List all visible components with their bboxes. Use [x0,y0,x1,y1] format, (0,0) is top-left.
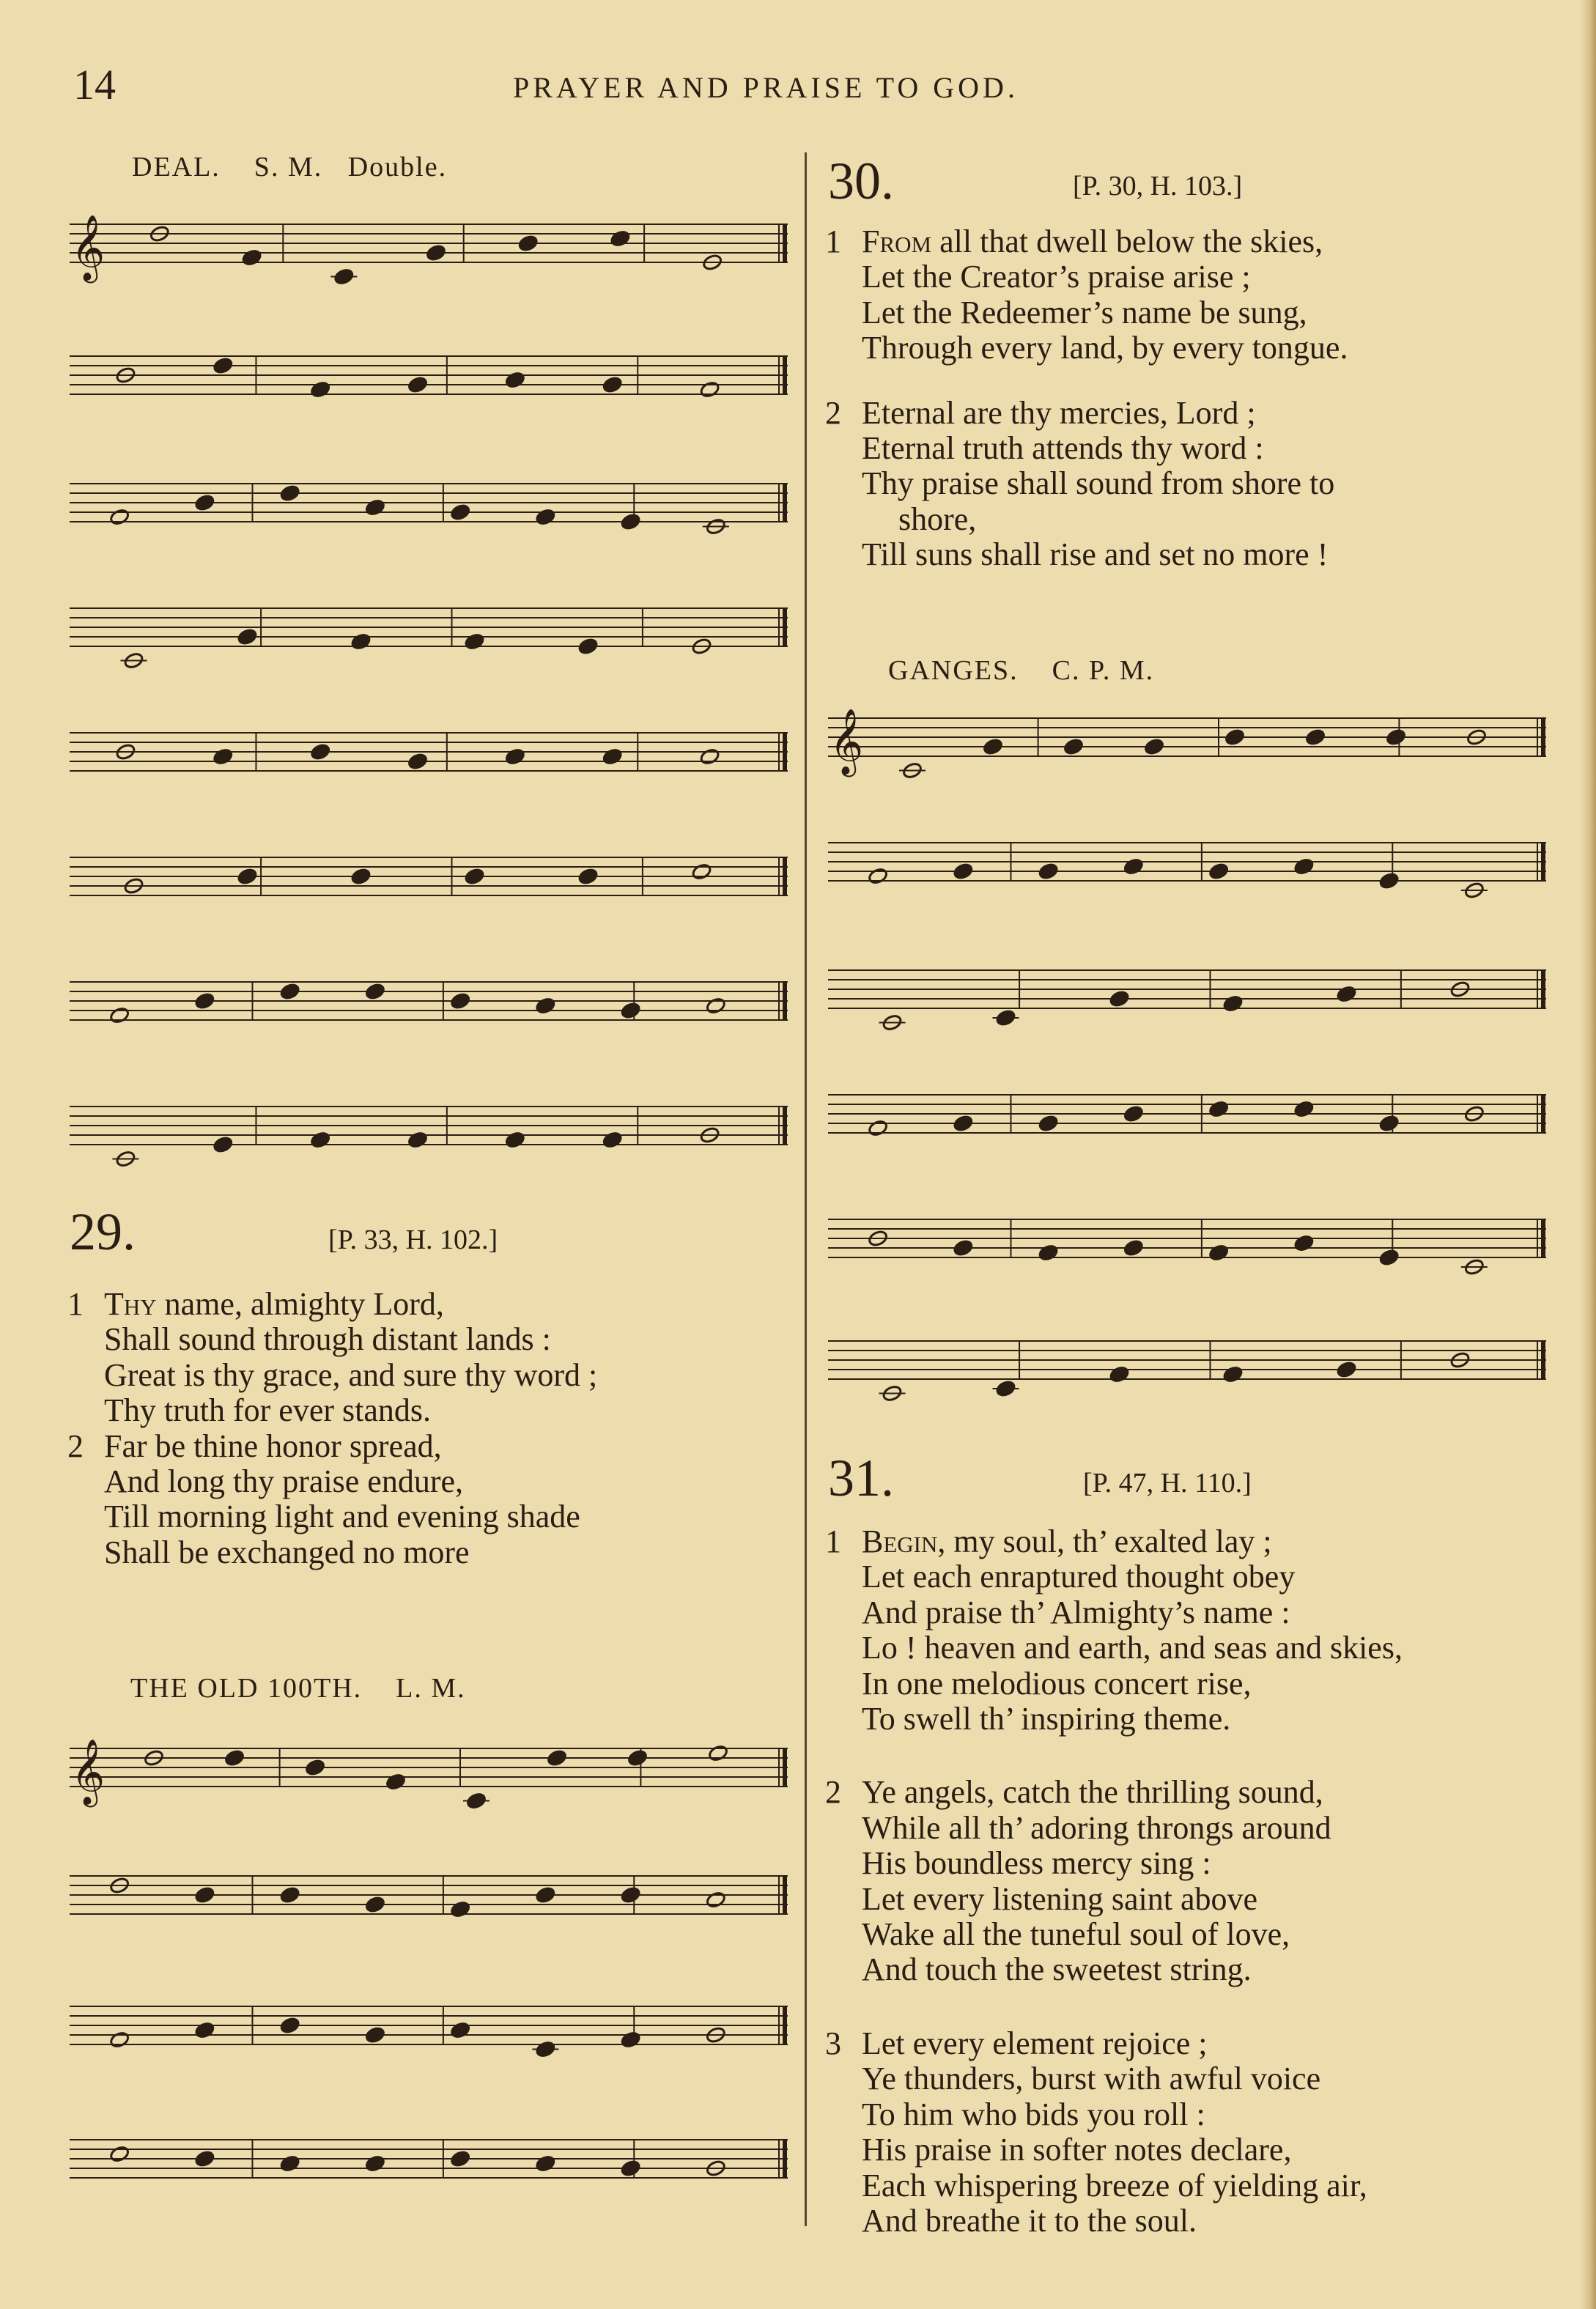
note-head [365,2026,386,2044]
note-head [1336,985,1357,1003]
verse-line: In one melodious concert rise, [862,1665,1252,1702]
treble-clef-icon: 𝄞 [71,215,106,281]
note-head [385,1773,407,1791]
verse-line: His praise in softer notes declare, [862,2132,1292,2168]
note-head [237,628,258,646]
note-head [213,1136,234,1154]
note-head [450,1900,471,1918]
music-staff [70,586,802,690]
note-head [620,2031,641,2049]
verse-line: While all th’ adoring throngs around [862,1809,1331,1846]
verse-line: 2 Eternal are thy mercies, Lord ; [825,394,1256,431]
hymn-number: 30. [828,152,894,210]
note-head [194,2150,215,2168]
music-staff [828,821,1561,925]
verse-line: Till suns shall rise and set no more ! [862,536,1329,573]
verse-line: Shall be exchanged no more [104,1534,470,1570]
note-head [279,1886,300,1905]
hymn-number: 29. [70,1202,136,1261]
note-head [1208,1244,1230,1262]
note-head [109,2031,130,2049]
note-head [365,2154,386,2173]
verse-line: Let the Redeemer’s name be sung, [862,294,1307,330]
note-head [1123,857,1145,876]
treble-clef-icon: 𝄞 [71,1739,106,1805]
verse-line: Thy praise shall sound from shore to [862,465,1335,502]
verse-line: Lo ! heaven and earth, and seas and skies, [862,1630,1403,1666]
music-staff [70,960,802,1064]
note-head [1144,738,1165,756]
note-head [109,1006,130,1024]
note-head [450,2021,471,2039]
music-staff [70,334,802,438]
note-head [241,248,262,267]
verse-line: Let each enraptured thought obey [862,1559,1296,1595]
note-head [1222,1365,1244,1383]
note-head [1224,728,1246,747]
verse-line: Shall sound through distant lands : [104,1321,551,1358]
verse-line: Let the Creator’s praise arise ; [862,259,1251,295]
hymn-31-header [828,1448,894,1509]
tune-title-deal: DEAL. S. M. Double. [132,152,448,182]
verse-line: To swell th’ inspiring theme. [862,1701,1231,1737]
note-head [194,2021,215,2039]
note-head [577,868,599,886]
note-head [983,738,1004,756]
note-head [1293,1100,1315,1118]
note-head [868,1119,889,1137]
note-head [365,498,386,517]
note-head [706,1891,727,1909]
note-head [602,1131,623,1149]
note-head [237,868,258,886]
verse-line: Till morning light and evening shade [104,1499,580,1535]
note-head [1305,728,1326,747]
note-head [1109,990,1130,1008]
music-staff [70,1984,802,2088]
note-head [213,747,234,766]
note-head [1123,1105,1145,1123]
verse-line: Each whispering breeze of yielding air, [862,2167,1367,2203]
verse-line: 2 Far be thine honor spread, [67,1427,442,1464]
note-head [310,1131,331,1149]
note-head [109,2145,130,2163]
verse-line: Ye thunders, burst with awful voice [862,2061,1321,2097]
note-head [535,2154,556,2173]
hymn-30-header [828,151,894,212]
note-head [610,229,631,248]
hymn-29-text [67,1287,597,1570]
note-head [310,743,331,761]
note-head [699,380,720,399]
note-head [505,371,526,389]
note-head [109,508,130,526]
music-staff [70,1854,802,1958]
note-head [1038,1244,1059,1262]
verse-line: And breathe it to the soul. [862,2202,1197,2239]
note-head [1378,1115,1400,1133]
music-staff [70,835,802,939]
treble-clef-icon: 𝄞 [830,709,864,775]
note-head [426,244,447,262]
note-head [1208,862,1230,881]
note-head [620,2160,641,2178]
note-head [547,1749,568,1767]
note-head [450,992,471,1011]
verse-line: His boundless mercy sing : [862,1845,1211,1882]
note-head [407,1131,429,1149]
music-staff [828,696,1561,800]
note-head [602,376,623,394]
music-staff [70,711,802,815]
music-staff [70,462,802,566]
note-head [1378,1249,1400,1267]
column-divider [805,152,807,2226]
note-head [407,376,429,394]
note-head [953,1239,974,1257]
verse-line: 2 Ye angels, catch the thrilling sound, [825,1774,1323,1811]
verse-line: And praise th’ Almighty’s name : [862,1594,1290,1630]
hymn-29-header [70,1202,136,1263]
note-head [620,1886,641,1905]
note-head [464,868,485,886]
note-head [450,503,471,522]
note-head [1293,1234,1315,1252]
note-head [450,2150,471,2168]
verse-line: Thy truth for ever stands. [104,1392,431,1429]
verse-line: 1 Begin, my soul, th’ exalted lay ; [825,1523,1272,1559]
note-head [279,2154,300,2173]
note-head [1222,994,1244,1013]
note-head [407,753,429,771]
note-head [1109,1365,1130,1383]
note-head [602,747,623,766]
page-edge [1580,0,1596,2309]
note-head [365,983,386,1001]
tune-title-old-100th: THE OLD 100TH. L. M. [130,1673,466,1704]
note-head [194,992,215,1011]
hymn-30-text [825,224,1348,573]
note-head [708,1744,729,1762]
page-number: 14 [73,61,116,108]
music-staff [828,1197,1561,1301]
note-head [365,1896,386,1914]
note-head [305,1759,326,1777]
note-head [691,862,712,881]
note-head [699,747,720,766]
note-head [279,983,300,1001]
note-head [1336,1361,1357,1379]
note-head [1386,728,1407,747]
verse-line: 1 Thy name, almighty Lord, [67,1286,444,1322]
note-head [194,494,215,512]
note-head [350,868,372,886]
verse-line: Let every listening saint above [862,1880,1258,1917]
note-head [1038,1115,1059,1133]
note-head [535,1886,556,1905]
note-head [505,1131,526,1149]
note-head [868,867,889,885]
note-head [1123,1239,1145,1257]
music-staff [70,2118,802,2222]
note-head [279,484,300,503]
note-head [505,747,526,766]
note-head [953,1115,974,1133]
note-head [620,1002,641,1020]
tune-title-ganges: GANGES. C. P. M. [888,655,1155,686]
verse-line: Great is thy grace, and sure thy word ; [104,1356,598,1393]
hymn-reference: [P. 47, H. 110.] [1083,1468,1252,1499]
note-head [1208,1100,1230,1118]
hymn-31-text [825,1524,1403,2239]
note-head [1063,738,1085,756]
note-head [213,357,234,375]
note-head [224,1749,245,1767]
note-head [1378,872,1400,890]
note-head [627,1749,649,1767]
note-head [620,513,641,531]
note-head [464,632,485,651]
music-staff [70,1085,802,1189]
note-head [279,2017,300,2035]
verse-line: Through every land, by every tongue. [862,330,1348,366]
note-head [953,862,974,881]
music-staff [828,1073,1561,1177]
music-staff [70,202,802,306]
hymn-reference: [P. 33, H. 102.] [328,1224,498,1255]
note-head [1293,857,1315,876]
running-head: PRAYER AND PRAISE TO GOD. [513,71,1019,104]
note-head [194,1886,215,1905]
note-head [350,632,372,651]
note-head [310,380,331,399]
verse-line: And long thy praise endure, [104,1463,463,1500]
verse-line: shore, [898,500,977,537]
music-staff [70,1726,802,1830]
note-head [517,234,539,253]
hymn-number: 31. [828,1449,894,1507]
verse-line: 3 Let every element rejoice ; [825,2025,1208,2061]
verse-line: To him who bids you roll : [862,2096,1205,2132]
note-head [535,997,556,1015]
music-staff [828,1319,1561,1423]
note-head [706,997,727,1015]
hymn-reference: [P. 30, H. 103.] [1073,171,1243,202]
music-staff [828,948,1561,1052]
note-head [1038,862,1059,881]
verse-line: And touch the sweetest string. [862,1951,1252,1988]
verse-line: 1 From all that dwell below the skies, [825,223,1323,259]
note-head [577,638,599,656]
verse-line: Wake all the tuneful soul of love, [862,1916,1290,1953]
note-head [535,508,556,526]
verse-line: Eternal truth attends thy word : [862,430,1264,467]
